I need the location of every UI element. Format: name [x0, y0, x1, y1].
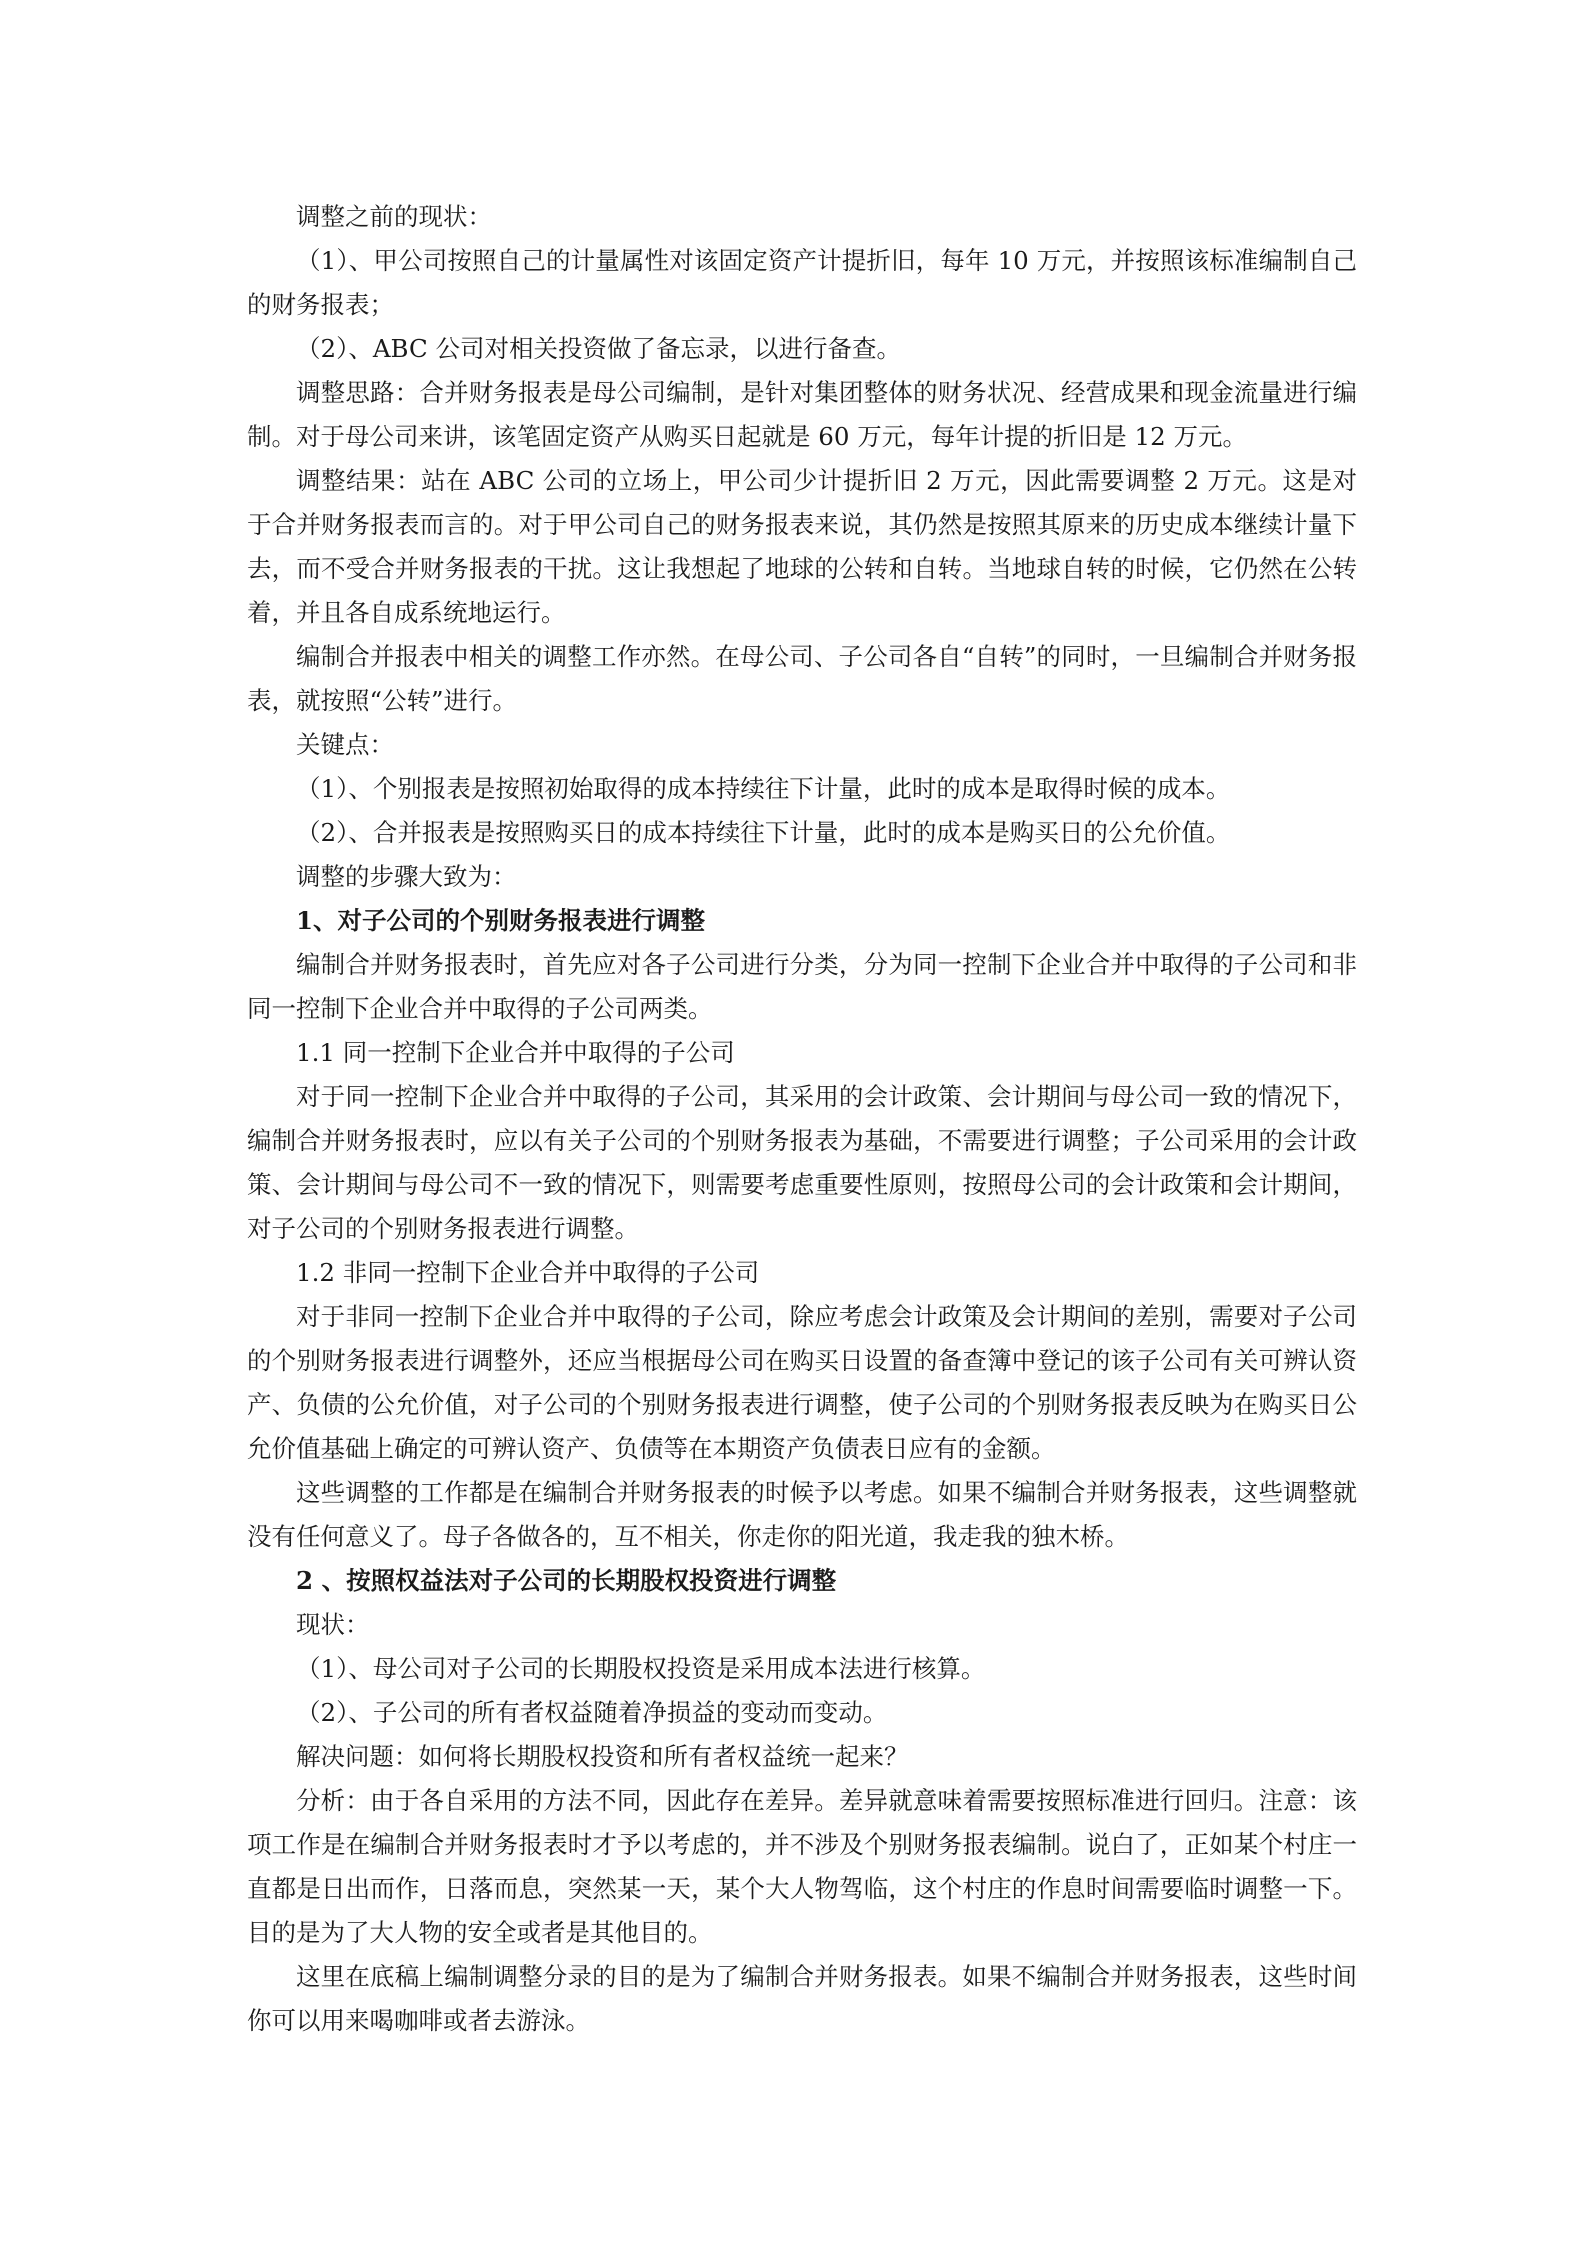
- paragraph-classification: 编制合并财务报表时，首先应对各子公司进行分类，分为同一控制下企业合并中取得的子公司和非同一控制下企业合并中取得的子公司两类。: [247, 950, 1357, 1023]
- paragraph-analysis: 分析：由于各自采用的方法不同，因此存在差异。差异就意味着需要按照标准进行回归。注意：该项工作是在编制合并财务报表时才予以考虑的，并不涉及个别财务报表编制。说白了，正如某个村庄一直都是日出而作，日落而息，突然某一天，某个大人物驾临，这个村庄的作息时间需要临时调整一下。目的是为了大人物的安全或者是其他目的。: [247, 1786, 1357, 1947]
- paragraph-consolidation-note: 编制合并报表中相关的调整工作亦然。在母公司、子公司各自“自转”的同时，一旦编制合并财务报表，就按照“公转”进行。: [247, 642, 1357, 715]
- section-heading-2: 2 、按照权益法对子公司的长期股权投资进行调整: [296, 1566, 837, 1595]
- paragraph-worksheet-purpose: 这里在底稿上编制调整分录的目的是为了编制合并财务报表。如果不编制合并财务报表，这些时间你可以用来喝咖啡或者去游泳。: [247, 1962, 1357, 2035]
- section-heading-1: 1、对子公司的个别财务报表进行调整: [296, 906, 706, 935]
- paragraph-key-point-2: （2）、合并报表是按照购买日的成本持续往下计量，此时的成本是购买日的公允价值。: [296, 818, 1231, 847]
- subsection-heading-1-1: 1.1 同一控制下企业合并中取得的子公司: [296, 1038, 735, 1067]
- paragraph-adjust-meaning: 这些调整的工作都是在编制合并财务报表的时候予以考虑。如果不编制合并财务报表，这些调整就没有任何意义了。母子各做各的，互不相关，你走你的阳光道，我走我的独木桥。: [247, 1478, 1357, 1551]
- paragraph-status-item-2: （2）、子公司的所有者权益随着净损益的变动而变动。: [296, 1698, 888, 1727]
- paragraph-problem: 解决问题：如何将长期股权投资和所有者权益统一起来？: [296, 1742, 909, 1771]
- paragraph-same-control: 对于同一控制下企业合并中取得的子公司，其采用的会计政策、会计期间与母公司一致的情况下，编制合并财务报表时，应以有关子公司的个别财务报表为基础，不需要进行调整；子公司采用的会计政策、会计期间与母公司不一致的情况下，则需要考虑重要性原则，按照母公司的会计政策和会计期间，对子公司的个别财务报表进行调整。: [247, 1082, 1357, 1243]
- subsection-heading-1-2: 1.2 非同一控制下企业合并中取得的子公司: [296, 1258, 760, 1287]
- paragraph-status-before: 调整之前的现状：: [296, 202, 492, 231]
- document-body: [247, 195, 1357, 2043]
- paragraph-steps-intro: 调整的步骤大致为：: [296, 862, 517, 891]
- paragraph-status-item-1: （1）、母公司对子公司的长期股权投资是采用成本法进行核算。: [296, 1654, 986, 1683]
- paragraph-key-points: 关键点：: [296, 730, 394, 759]
- paragraph-key-point-1: （1）、个别报表是按照初始取得的成本持续往下计量，此时的成本是取得时候的成本。: [296, 774, 1231, 803]
- paragraph-adjust-idea: 调整思路：合并财务报表是母公司编制，是针对集团整体的财务状况、经营成果和现金流量进行编制。对于母公司来讲，该笔固定资产从购买日起就是 60 万元，每年计提的折旧是 12 万元。: [247, 378, 1357, 451]
- paragraph-item-1: （1）、甲公司按照自己的计量属性对该固定资产计提折旧，每年 10 万元，并按照该标准编制自己的财务报表；: [247, 246, 1357, 319]
- paragraph-status: 现状：: [296, 1610, 370, 1639]
- paragraph-non-same-control: 对于非同一控制下企业合并中取得的子公司，除应考虑会计政策及会计期间的差别，需要对子公司的个别财务报表进行调整外，还应当根据母公司在购买日设置的备查簿中登记的该子公司有关可辨认资产、负债的公允价值，对子公司的个别财务报表进行调整，使子公司的个别财务报表反映为在购买日公允价值基础上确定的可辨认资产、负债等在本期资产负债表日应有的金额。: [247, 1302, 1357, 1463]
- paragraph-item-2: （2）、ABC 公司对相关投资做了备忘录，以进行备查。: [296, 334, 902, 363]
- paragraph-adjust-result: 调整结果：站在 ABC 公司的立场上，甲公司少计提折旧 2 万元，因此需要调整 2 万元。这是对于合并财务报表而言的。对于甲公司自己的财务报表来说，其仍然是按照其原来的历史成本继续计量下去，而不受合并财务报表的干扰。这让我想起了地球的公转和自转。当地球自转的时候，它仍然在公转着，并且各自成系统地运行。: [247, 466, 1357, 627]
